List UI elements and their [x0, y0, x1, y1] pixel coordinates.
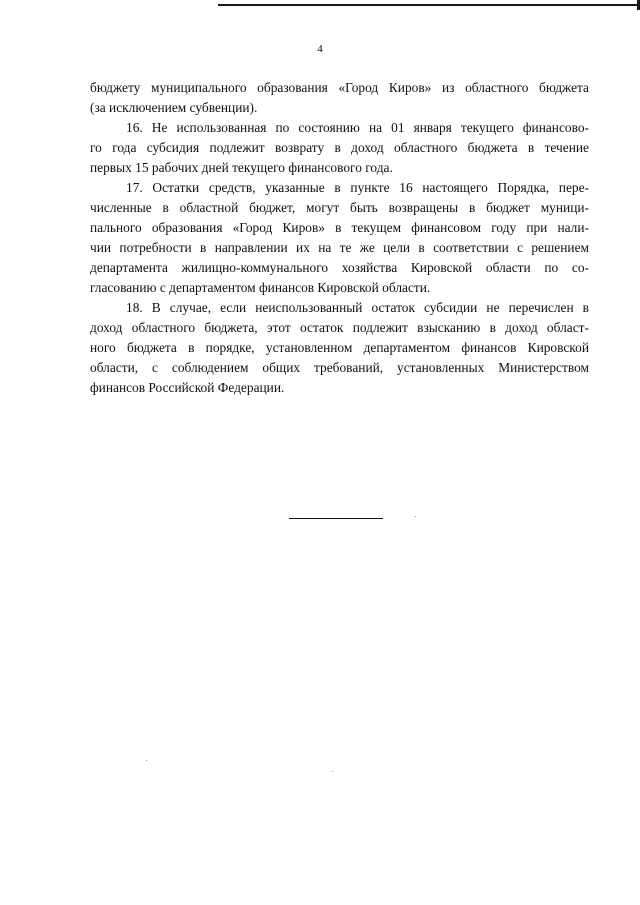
end-of-document-rule — [289, 518, 383, 519]
text-line: гласованию с департаментом финансов Кировской области. — [90, 280, 431, 295]
text-line: первых 15 рабочих дней текущего финансового года. — [90, 160, 393, 175]
text-line: численные в областной бюджет, могут быть возвращены в бюджет муници- — [90, 200, 589, 215]
text-line: чии потребности в направлении их на те же цели в соответствии с решением — [90, 240, 589, 255]
scan-speck — [146, 760, 147, 761]
text-line: доход областного бюджета, этот остаток подлежит взысканию в доход област- — [90, 320, 589, 335]
scan-border-top — [218, 4, 640, 6]
paragraph-17-line: 17. Остатки средств, указанные в пункте 16 настоящего Порядка, пере- — [126, 180, 589, 195]
paragraph-18-line: 18. В случае, если неиспользованный остаток субсидии не перечислен в — [126, 300, 589, 315]
text-line: бюджету муниципального образования «Город Киров» из областного бюджета — [90, 80, 589, 95]
page-number: 4 — [317, 43, 323, 55]
text-line: (за исключением субвенции). — [90, 100, 258, 115]
paragraph-16-line: 16. Не использованная по состоянию на 01 января текущего финансово- — [126, 120, 589, 135]
text-line: финансов Российской Федерации. — [90, 380, 285, 395]
text-line: ного бюджета в порядке, установленном департаментом финансов Кировской — [90, 340, 589, 355]
text-line: департамента жилищно-коммунального хозяйства Кировской области по со- — [90, 260, 589, 275]
scan-speck — [415, 516, 416, 517]
document-body — [90, 78, 589, 398]
text-line: пального образования «Город Киров» в текущем финансовом году при нали- — [90, 220, 589, 235]
scan-speck — [332, 771, 333, 772]
text-line: го года субсидия подлежит возврату в доход областного бюджета в течение — [90, 140, 589, 155]
text-line: области, с соблюдением общих требований, установленных Министерством — [90, 360, 589, 375]
